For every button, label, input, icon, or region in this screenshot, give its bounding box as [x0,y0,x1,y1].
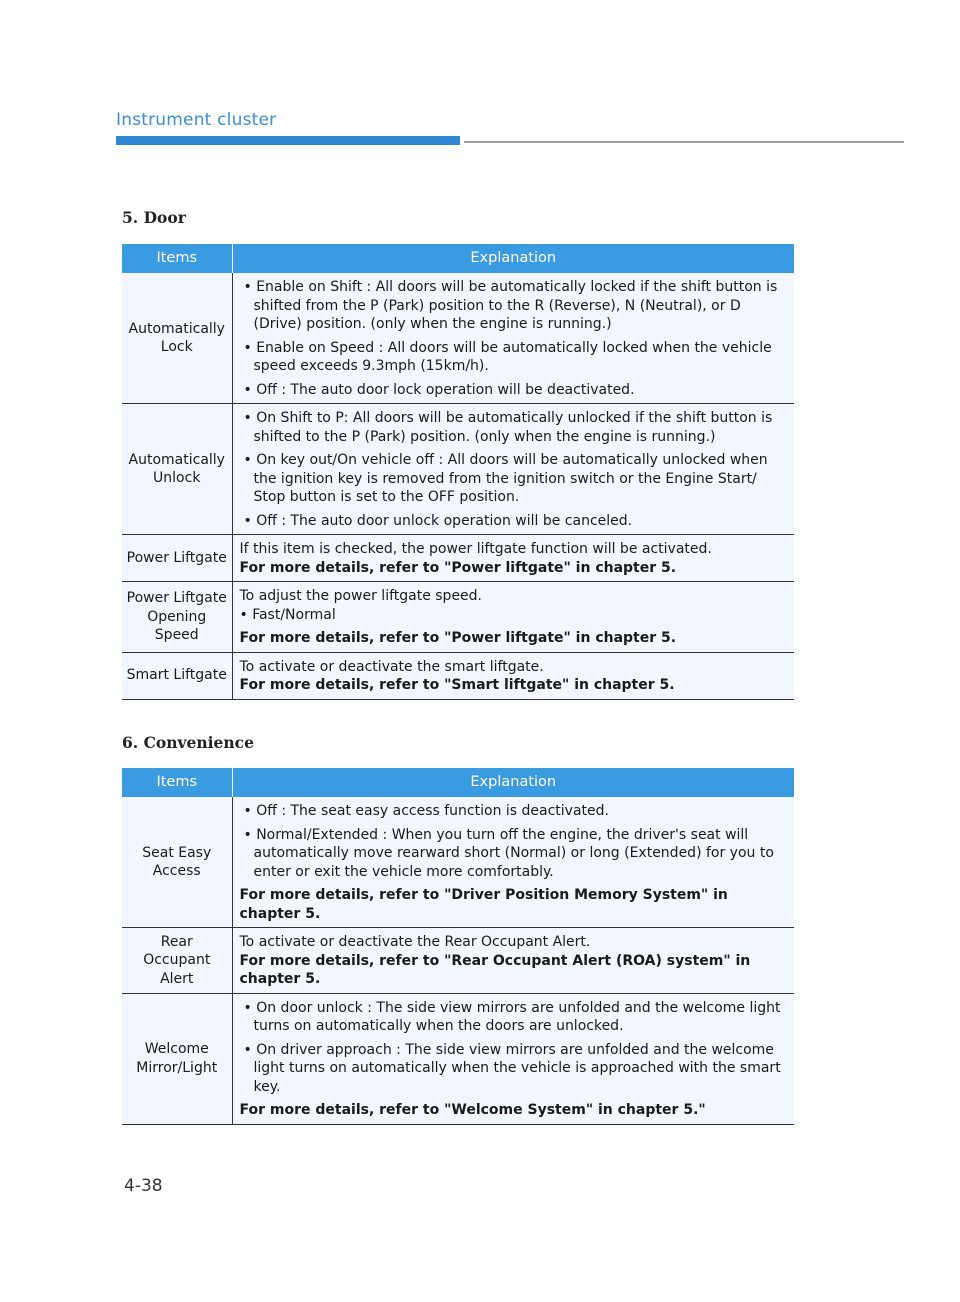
table-row [122,993,794,1124]
reference-text: For more details, refer to "Power liftgate" in chapter 5. [239,559,677,576]
door-section-title: 5. Door [122,208,186,227]
table-row [122,273,794,404]
bullet-text: • Off : The seat easy access function is deactivated. [243,803,609,819]
bullet-text: • On key out/On vehicle off : All doors will be automatically unlocked when the ignition key is removed from the ignition switch or the Engine Start/ Stop button is set to the OFF position. [243,452,768,505]
plain-text: If this item is checked, the power liftgate function will be activated. [239,541,712,557]
reference-text: For more details, refer to "Power liftgate" in chapter 5. [239,630,677,646]
reference-text: For more details, refer to "Welcome System" in chapter 5." [239,1102,706,1118]
plain-text: To adjust the power liftgate speed. [239,588,483,604]
door-table [122,244,794,700]
header-rule-accent [116,136,460,145]
bullet-text: • Off : The auto door unlock operation will be canceled. [243,512,633,529]
item-cell: Seat Easy Access [122,797,232,928]
table-row [122,652,794,699]
column-header-items: Items [122,768,232,797]
item-cell: Rear Occupant Alert [122,928,232,994]
reference-text: For more details, refer to "Rear Occupant Alert (ROA) system" in chapter 5. [239,952,751,987]
header-title: Instrument cluster [116,110,277,130]
item-cell: Power Liftgate [122,535,232,582]
reference-text: For more details, refer to "Driver Position Memory System" in chapter 5. [239,887,728,922]
column-header-explanation: Explanation [232,244,794,273]
plain-text: To activate or deactivate the smart liftgate. [239,658,544,675]
bullet-text: • Fast/Normal [239,606,336,623]
explanation-cell [232,404,794,535]
explanation-cell [232,652,794,699]
column-header-explanation: Explanation [232,768,794,797]
explanation-cell [232,993,794,1124]
column-header-items: Items [122,244,232,273]
reference-text: For more details, refer to "Smart liftgate" in chapter 5. [239,677,675,693]
table-header-row [122,768,794,797]
header-rule [464,141,904,143]
bullet-text: • On driver approach : The side view mirrors are unfolded and the welcome light turns on automatically when the vehicle is approached with the smart key. [243,1041,781,1095]
bullet-text: • Off : The auto door lock operation will be deactivated. [243,381,635,398]
item-cell: Power Liftgate Opening Speed [122,582,232,653]
bullet-text: • On door unlock : The side view mirrors are unfolded and the welcome light turns on automatically when the doors are unlocked. [243,999,781,1034]
explanation-cell [232,273,794,404]
explanation-cell [232,928,794,994]
table-row [122,404,794,535]
bullet-text: • On Shift to P: All doors will be automatically unlocked if the shift button is shifted to the P (Park) position. (only when the engine is running.) [243,410,773,445]
table-row [122,582,794,653]
item-cell: Automatically Unlock [122,404,232,535]
explanation-cell [232,797,794,928]
table-header-row [122,244,794,273]
table-row [122,797,794,928]
item-cell: Automatically Lock [122,273,232,404]
convenience-table [122,768,794,1125]
bullet-text: • Enable on Shift : All doors will be automatically locked if the shift button is shifted from the P (Park) position to the R (Reverse), N (Neutral), or D (Drive) position. (only when the engine is running.) [243,279,778,332]
item-cell: Welcome Mirror/Light [122,993,232,1124]
page-number: 4-38 [124,1176,163,1196]
explanation-cell [232,582,794,653]
plain-text: To activate or deactivate the Rear Occupant Alert. [239,934,591,950]
table-row [122,928,794,994]
convenience-section-title: 6. Convenience [122,733,254,752]
explanation-cell [232,535,794,582]
bullet-text: • Enable on Speed : All doors will be automatically locked when the vehicle speed exceeds 9.3mph (15km/h). [243,339,772,374]
bullet-text: • Normal/Extended : When you turn off the engine, the driver's seat will automatically move rearward short (Normal) or long (Extended) for you to enter or exit the vehicle more comfortably. [243,826,774,880]
item-cell: Smart Liftgate [122,652,232,699]
table-row [122,535,794,582]
